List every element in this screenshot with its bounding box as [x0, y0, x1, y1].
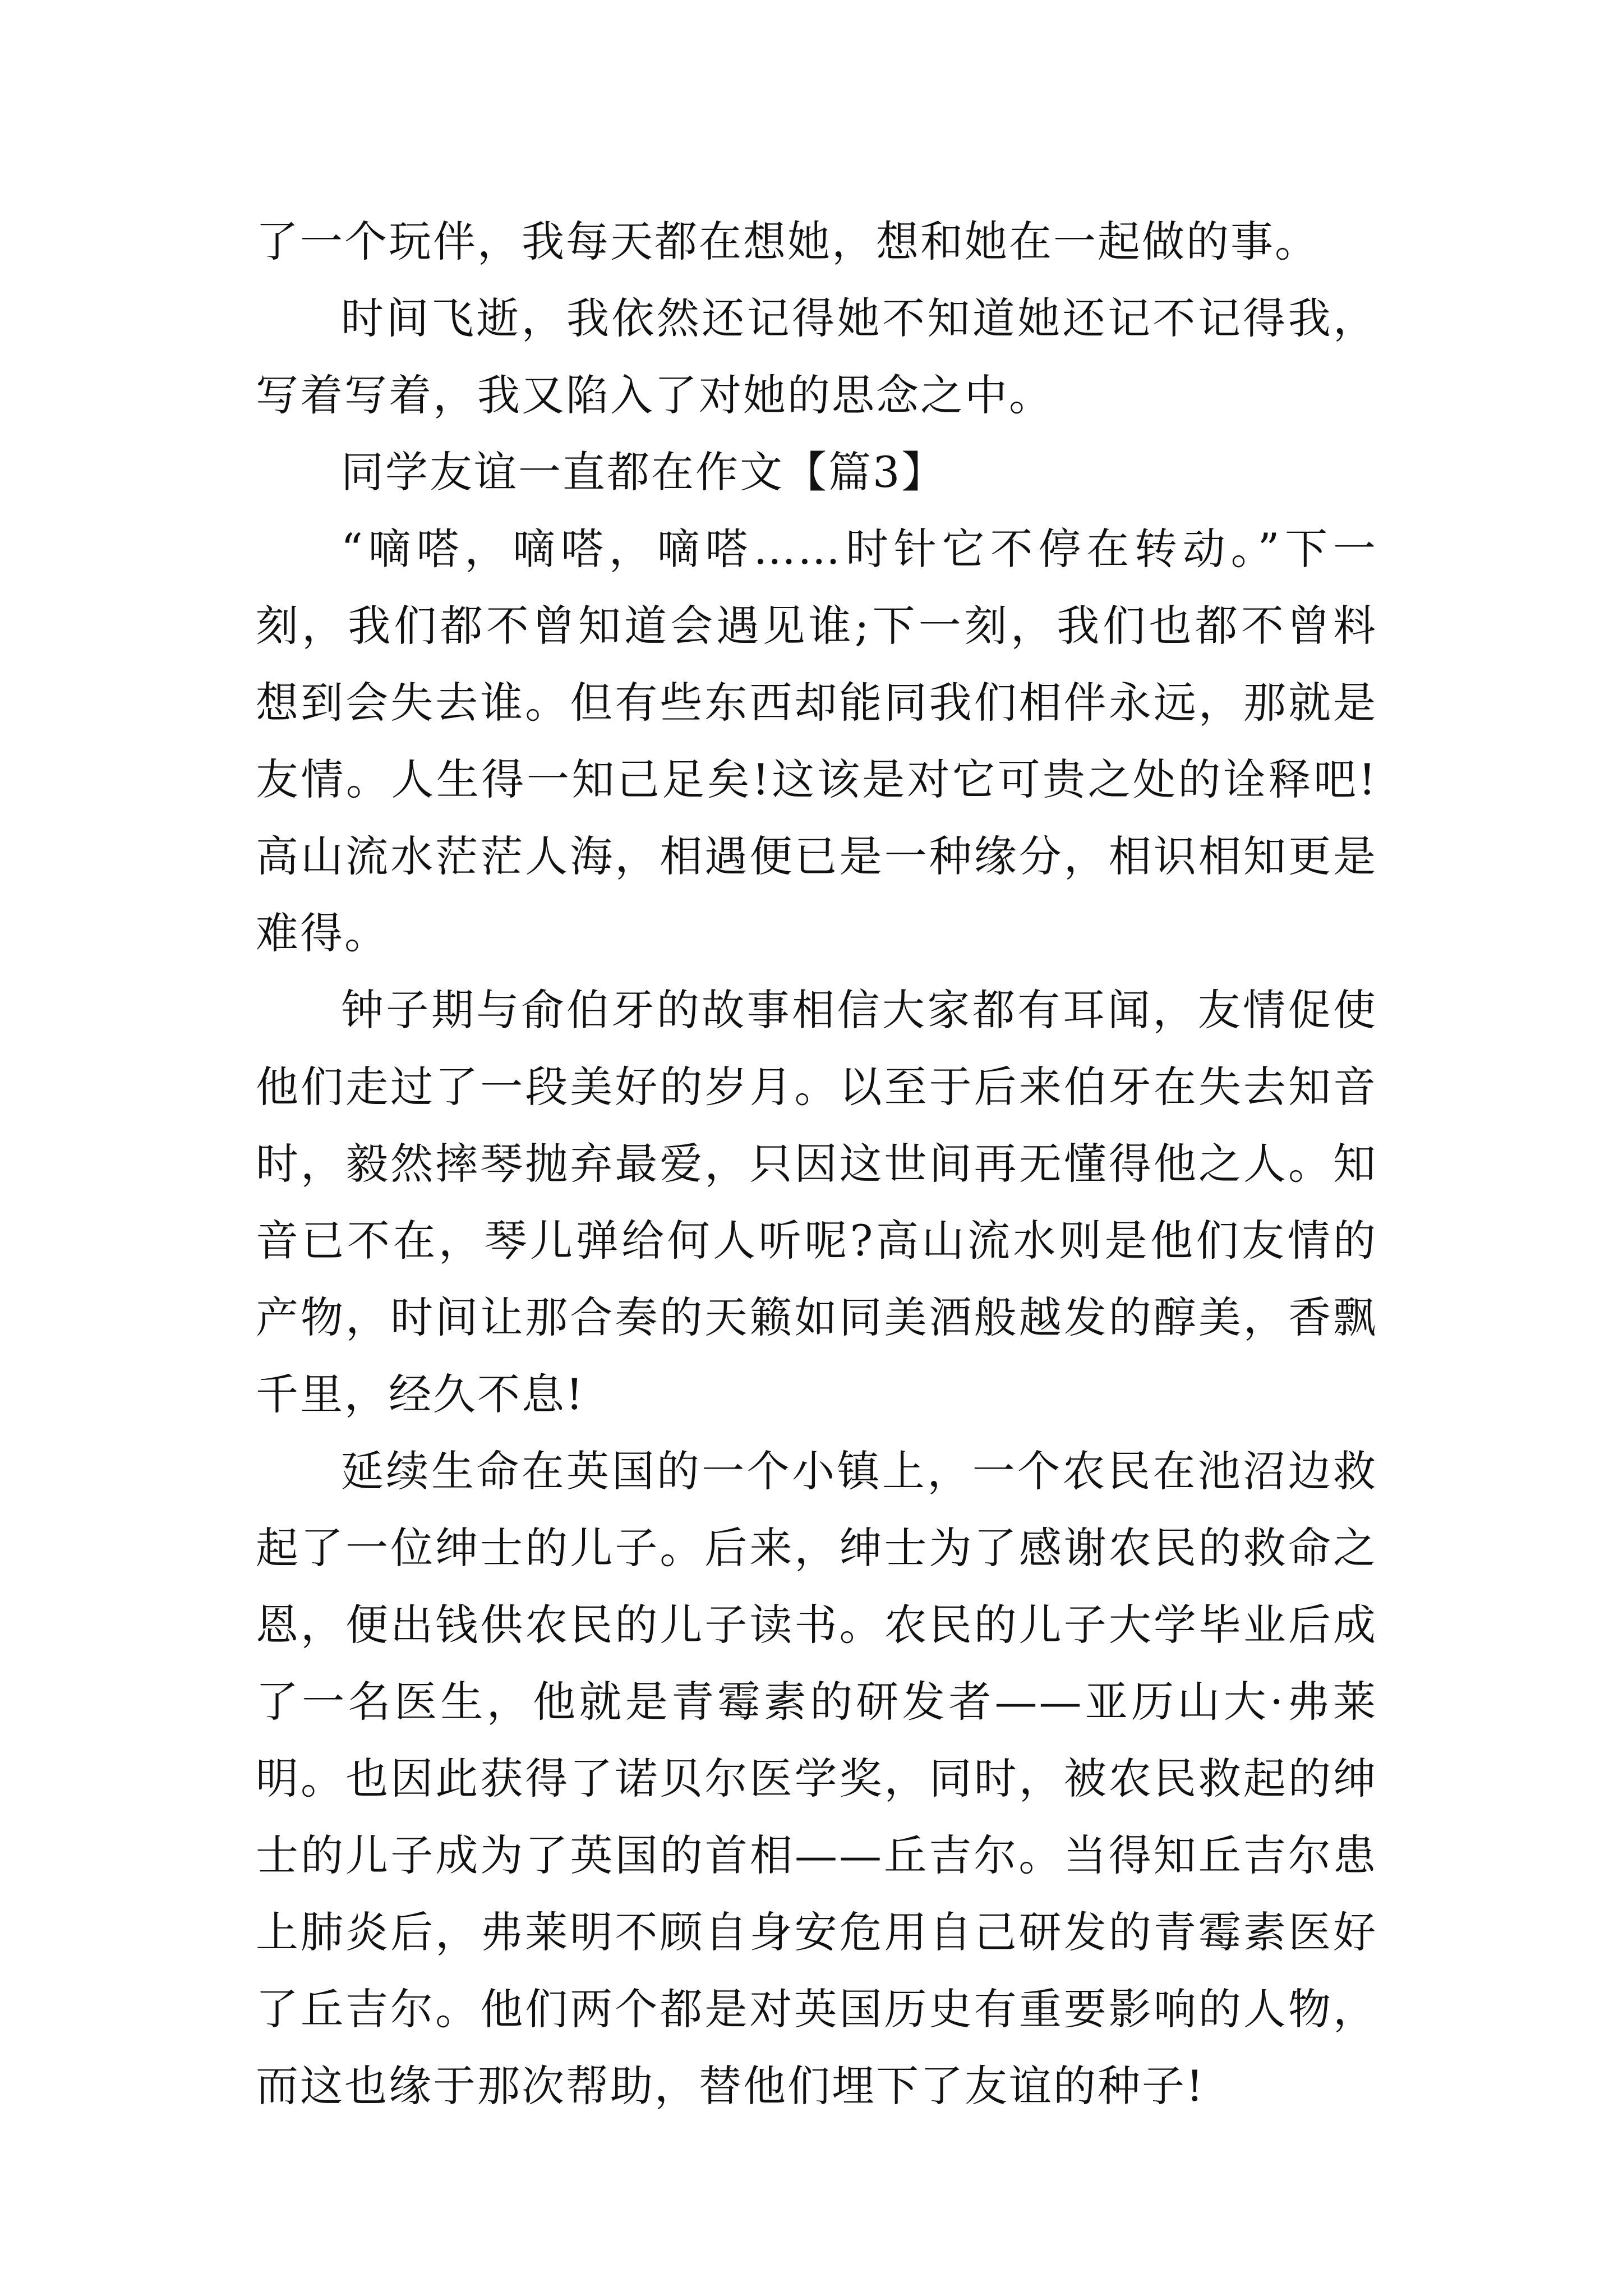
paragraph-zhong-ziqi-yu-boya: 钟子期与俞伯牙的故事相信大家都有耳闻，友情促使他们走过了一段美好的岁月。以至于后来伯牙在失去知音时，毅然摔琴抛弃最爱，只因这世间再无懂得他之人。知音已不在，琴儿弹给何人听呢?高山流水则是他们友情的产物，时间让那合奏的天籁如同美酒般越发的醇美，香飘千里，经久不息!	[256, 985, 1377, 1419]
paragraph-continuation: 了一个玩伴，我每天都在想她，想和她在一起做的事。	[256, 217, 1319, 266]
essay-section-heading: 同学友谊一直都在作文【篇3】	[341, 447, 946, 497]
document-body	[256, 203, 1377, 2124]
paragraph-fleming-churchill: 延续生命在英国的一个小镇上，一个农民在池沼边救起了一位绅士的儿子。后来，绅士为了感谢农民的救命之恩，便出钱供农民的儿子读书。农民的儿子大学毕业后成了一名医生，他就是青霉素的研发者——亚历山大·弗莱明。也因此获得了诺贝尔医学奖，同时，被农民救起的绅士的儿子成为了英国的首相——丘吉尔。当得知丘吉尔患上肺炎后，弗莱明不顾自身安危用自己研发的青霉素医好了丘吉尔。他们两个都是对英国历史有重要影响的人物，而这也缘于那次帮助，替他们埋下了友谊的种子!	[256, 1446, 1377, 2111]
paragraph-time-flies: 时间飞逝，我依然还记得她不知道她还记不记得我，写着写着，我又陷入了对她的思念之中。	[256, 293, 1377, 420]
paragraph-ticking-clock: “嘀嗒，嘀嗒，嘀嗒……时针它不停在转动。”下一刻，我们都不曾知道会遇见谁;下一刻，我们也都不曾料想到会失去谁。但有些东西却能同我们相伴永远，那就是友情。人生得一知己足矣!这该是对它可贵之处的诠释吧!高山流水茫茫人海，相遇便已是一种缘分，相识相知更是难得。	[256, 524, 1377, 958]
